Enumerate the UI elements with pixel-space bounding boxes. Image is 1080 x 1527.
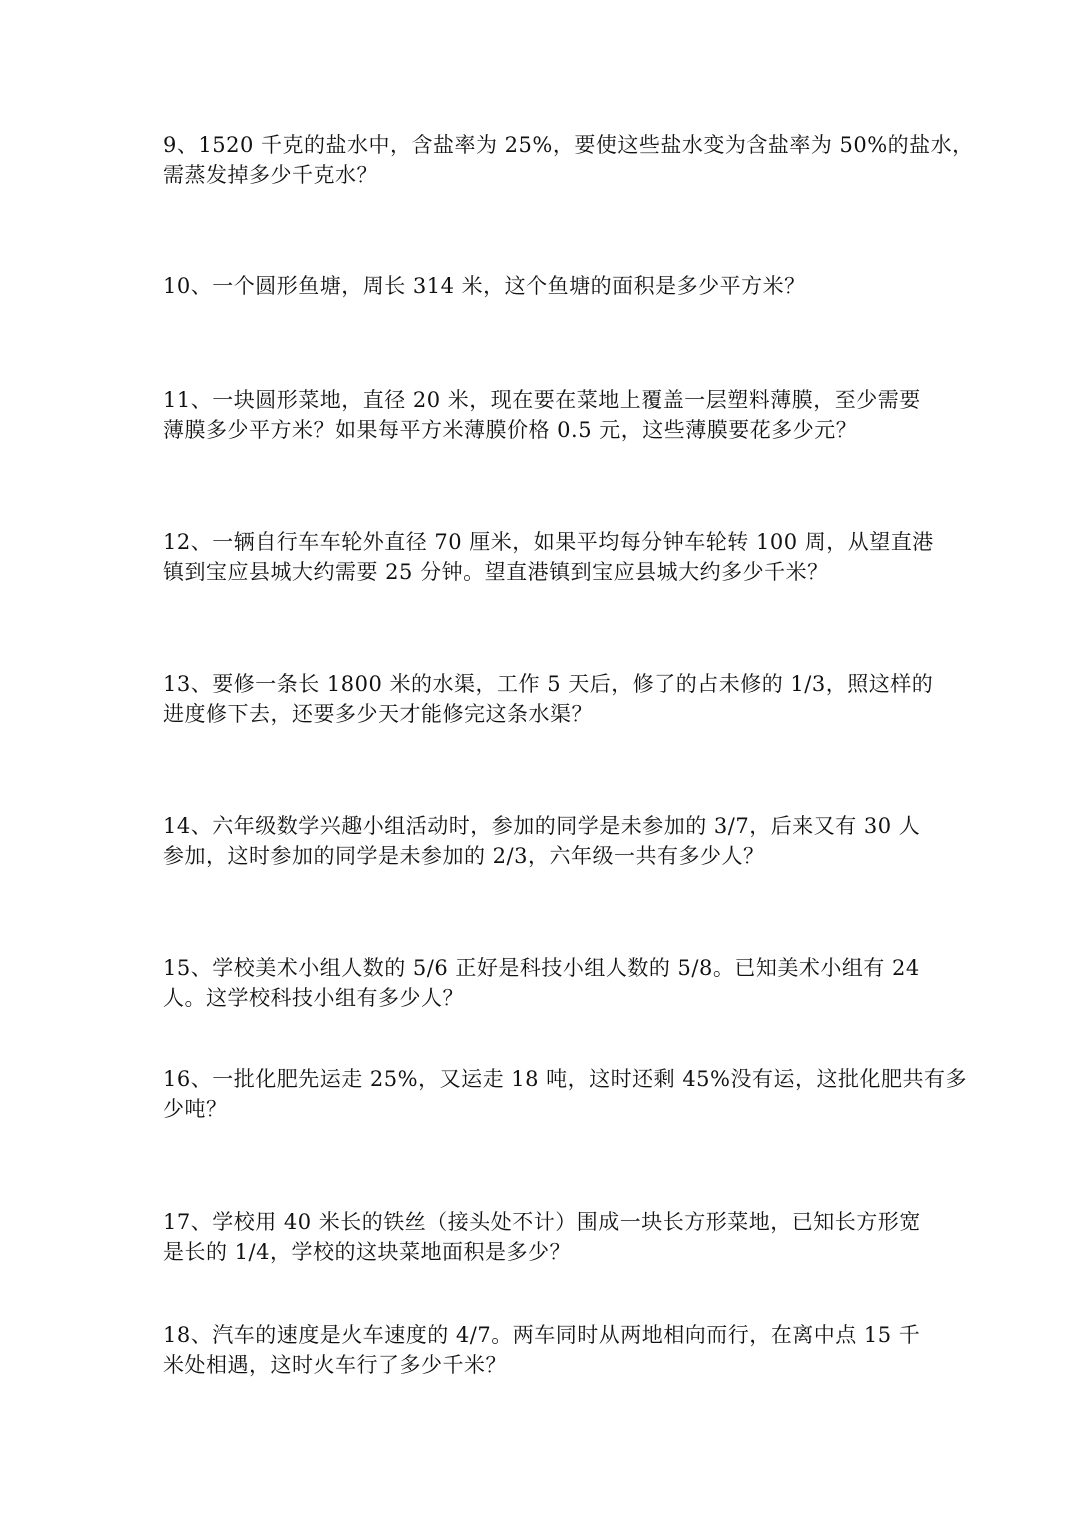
problem-line: 是长的 1/4，学校的这块菜地面积是多少？ [163, 1240, 571, 1264]
problem-17 [163, 1207, 923, 1267]
problem-line: 人。这学校科技小组有多少人？ [163, 986, 464, 1010]
problem-15 [163, 953, 923, 1013]
problem-line: 14、六年级数学兴趣小组活动时，参加的同学是未参加的 3/7，后来又有 30 人 [163, 814, 921, 838]
problem-line: 15、学校美术小组人数的 5/6 正好是科技小组人数的 5/8。已知美术小组有 24 [163, 956, 920, 980]
problem-line: 需蒸发掉多少千克水？ [163, 163, 378, 187]
problem-line: 16、一批化肥先运走 25%，又运走 18 吨，这时还剩 45%没有运，这批化肥共有多 [163, 1067, 967, 1091]
problem-9 [163, 130, 974, 190]
problem-18 [163, 1320, 923, 1380]
problem-line: 薄膜多少平方米？如果每平方米薄膜价格 0.5 元，这些薄膜要花多少元？ [163, 418, 858, 442]
problem-10 [163, 271, 923, 301]
problem-line: 米处相遇，这时火车行了多少千米？ [163, 1353, 507, 1377]
problem-line: 13、要修一条长 1800 米的水渠，工作 5 天后，修了的占未修的 1/3，照这样的 [163, 672, 934, 696]
problem-line: 12、一辆自行车车轮外直径 70 厘米，如果平均每分钟车轮转 100 周，从望直港 [163, 530, 934, 554]
problem-13 [163, 669, 934, 729]
problem-line: 11、一块圆形菜地，直径 20 米，现在要在菜地上覆盖一层塑料薄膜，至少需要 [163, 388, 921, 412]
problem-14 [163, 811, 923, 871]
problem-line: 少吨？ [163, 1097, 228, 1121]
problem-12 [163, 527, 934, 587]
problem-line: 镇到宝应县城大约需要 25 分钟。望直港镇到宝应县城大约多少千米？ [163, 560, 829, 584]
problem-line: 10、一个圆形鱼塘，周长 314 米，这个鱼塘的面积是多少平方米？ [163, 274, 806, 298]
problem-11 [163, 385, 923, 445]
problem-16 [163, 1064, 967, 1124]
problem-line: 参加，这时参加的同学是未参加的 2/3，六年级一共有多少人？ [163, 844, 765, 868]
problem-line: 17、学校用 40 米长的铁丝（接头处不计）围成一块长方形菜地，已知长方形宽 [163, 1210, 921, 1234]
problem-line: 18、汽车的速度是火车速度的 4/7。两车同时从两地相向而行，在离中点 15 千 [163, 1323, 921, 1347]
problem-line: 9、1520 千克的盐水中，含盐率为 25%，要使这些盐水变为含盐率为 50%的盐水， [163, 133, 974, 157]
problem-line: 进度修下去，还要多少天才能修完这条水渠？ [163, 702, 593, 726]
